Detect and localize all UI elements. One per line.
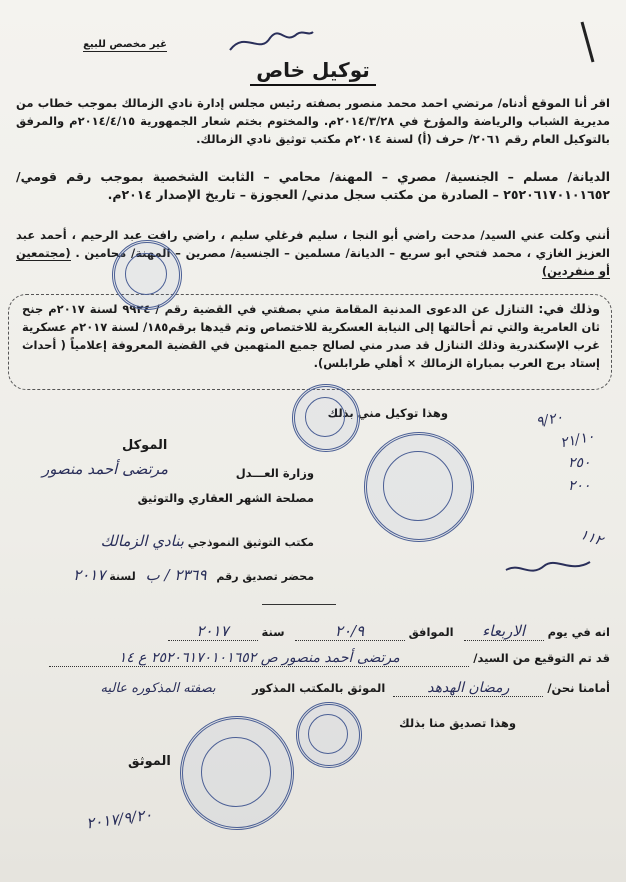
separator-line [262, 604, 336, 605]
eagle-stamp-lower [296, 702, 362, 768]
certification-number: ٢٣٦٩ / ب [145, 566, 207, 584]
notary-name: رمضان الهدهد [393, 680, 543, 697]
certification-line: محضر تصديق رقم ٢٣٦٩ / ب لسنة ٢٠١٧ [73, 566, 314, 584]
margin-note-a: ٩/٢٠ [534, 409, 565, 431]
day-line: انه في يوم الاربعاء الموافق ٢٠/٩ سنة ٢٠١٧ [30, 622, 610, 641]
office-name-handwritten: بنادي الزمالك [100, 532, 184, 550]
department-label: مصلحة الشهر العقاري والتوثيق [137, 491, 314, 505]
margin-note-e: ١١٢ [577, 526, 605, 550]
scope-lead: وذلك في: [538, 301, 601, 316]
margin-note-b: ٢١/١٠ [558, 428, 597, 452]
eagle-stamp-middle [292, 384, 360, 452]
principal-signature: مرتضى أحمد منصور [42, 460, 169, 478]
scope-text [22, 300, 600, 372]
margin-note-d: ٢٠٠ [568, 478, 591, 494]
office-label: مكتب التوثيق النموذجي بنادي الزمالك [100, 532, 314, 550]
principal-label: الموكل [122, 438, 168, 453]
certification-year: ٢٠١٧ [73, 566, 106, 584]
eagle-stamp-top [112, 240, 182, 310]
year-value: ٢٠١٧ [168, 622, 258, 641]
signer-details: مرتضى أحمد منصور ص ٢٥٢٠٦١٧٠١٠١٦٥٢ ع ١٤ [49, 650, 469, 667]
principal-declaration: اقر أنا الموقع أدناه/ مرتضي احمد محمد منصور بصفته رئيس مجلس إدارة نادي الزمالك بموجب خطاب من مديرية الشباب والرياضة والمؤرخ في ٢٠١٤/٣/٢٨م. والمختوم بختم شعار الجمهورية ٢٠١٤/٤/١٥م والمرفق بالتوكيل العام رقم ٢٠٦١/ حرف (أ) لسنة ٢٠١٤م مكتب توثيق نادي الزمالك. [16, 96, 610, 146]
not-for-sale-label: غير مخصص للبيع [83, 39, 167, 50]
jointly-severally: (مجتمعين أو منفردين) [16, 246, 610, 278]
top-scribble-signature [225, 20, 315, 60]
office-stamp-right [364, 432, 474, 542]
notary-stamp-bottom [180, 716, 294, 830]
notary-label: الموثق [128, 754, 171, 769]
agents-text: أنني وكلت عني السيد/ مدحت راضي أبو النجا ، سليم فرغلي سليم ، راضي رافت عبد الرحيم ، أحمد عبد العزيز الغازي ، محمد فتحي ابو سريع – الديانة/ مسلمين – الجنسية/ مصرين – المهنة/ محامين . [16, 228, 610, 260]
document-title: توكيل خاص [0, 58, 626, 82]
principal-identity: الديانة/ مسلم – الجنسية/ مصري – المهنة/ محامي – الثابت الشخصية بموجب رقم قومي/ ٢٥٢٠٦١٧٠١٠١٦٥٢ – الصادرة من مكتب سجل مدني/ العجوزة – تاريخ الإصدار ٢٠١٤م. [16, 169, 610, 202]
closing-statement: وهذا توكيل مني بذلك [327, 406, 448, 420]
notary-date: ٢٠١٧/٩/٢٠ [85, 805, 154, 833]
ministry-label: وزارة العـــدل [235, 466, 314, 480]
before-line: أمامنا نحن/ رمضان الهدهد الموثق بالمكتب المذكور بصفته المذكوره عاليه [30, 680, 610, 697]
certification-closing: وهذا تصديق منا بذلك [399, 716, 516, 730]
date-value: ٢٠/٩ [295, 622, 405, 641]
agents-list [16, 226, 610, 280]
scope-body: التنازل عن الدعوى المدنية المقامة مني بصفتي في القضية رقم / ٩٩٢٤ لسنة ٢٠١٧م جنح ثان العامرية والتي تم أحالتها إلى النيابة العسكرية للاختصاص وتم قيدها برقم١٨٥/ لسنة ٢٠١٧م عسكرية غرب الإسكندرية وذلك التنازل قد صدر مني لصالح جميع المتهمين في القضية المعروفة إعلامياً ( أحداث إستاد برج العرب بمباراة الزمالك × أهلي طرابلس). [22, 302, 600, 370]
margin-note-c: ٢٥٠ [568, 455, 591, 471]
notary-capacity: بصفته المذكوره عاليه [100, 681, 216, 696]
day-value: الاربعاء [464, 622, 544, 641]
margin-scribble [500, 540, 600, 590]
signed-line: قد تم التوقيع من السيد/ مرتضى أحمد منصور ص ٢٥٢٠٦١٧٠١٠١٦٥٢ ع ١٤ [30, 650, 610, 667]
